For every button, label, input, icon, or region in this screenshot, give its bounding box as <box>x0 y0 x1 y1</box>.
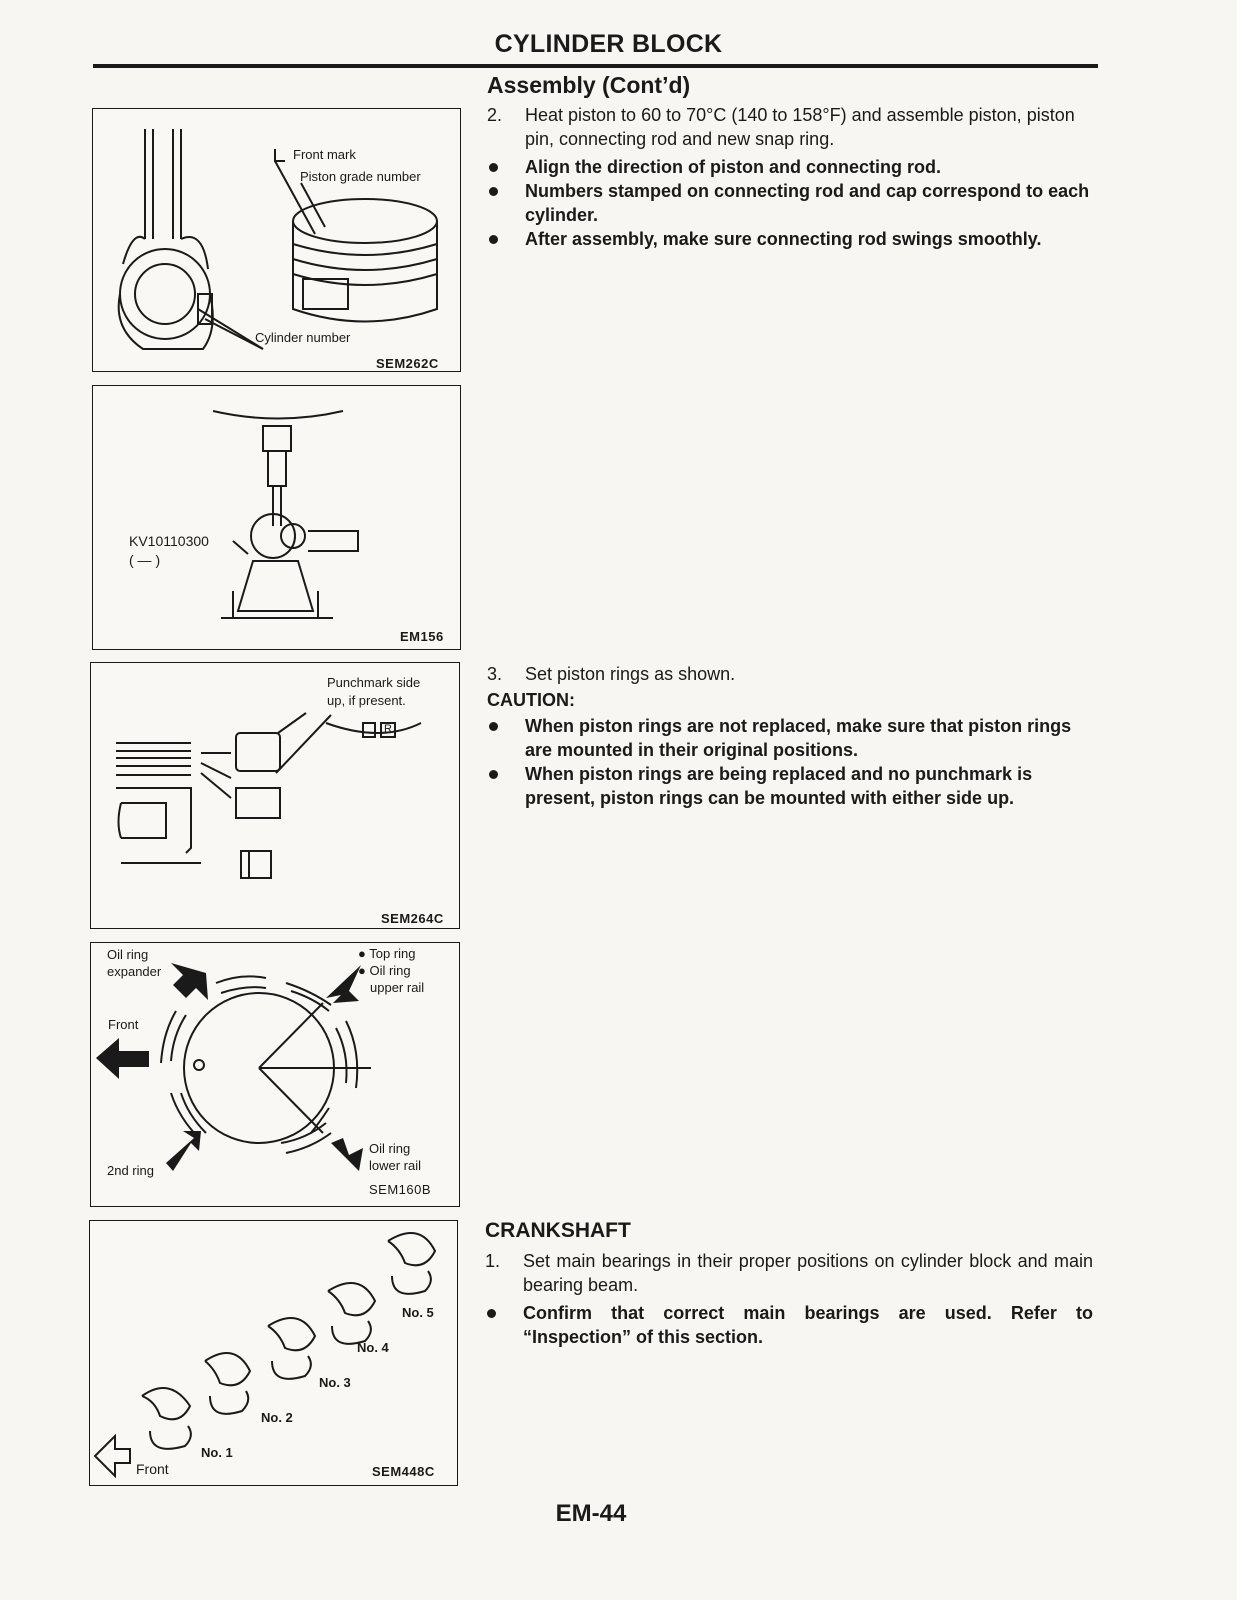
label-oil-ring-upper-2: upper rail <box>370 980 425 995</box>
bullet-item <box>485 1301 1093 1349</box>
figure-code: SEM262C <box>376 356 439 371</box>
crankshaft-section <box>485 1219 1093 1349</box>
tool-check-illustration <box>93 386 462 651</box>
label-front: Front <box>108 1017 139 1032</box>
figure-main-bearings <box>89 1220 458 1486</box>
bullet-text: After assembly, make sure connecting rod swings smoothly. <box>525 229 1042 249</box>
step-number: 1. <box>485 1251 501 1271</box>
figure-code: SEM448C <box>372 1464 435 1479</box>
bullet-icon <box>487 714 525 762</box>
step-3 <box>487 662 1095 686</box>
label-oil-ring-lower-2: lower rail <box>369 1158 422 1173</box>
step-2-block <box>487 103 1097 251</box>
step-2 <box>487 103 1097 151</box>
label-bearing-no3: No. 3 <box>319 1375 351 1390</box>
label-front-mark: Front mark <box>293 147 356 162</box>
label-top-ring: ● Top ring <box>358 946 416 961</box>
bullet-icon <box>487 762 525 810</box>
bullet-icon <box>487 155 525 179</box>
bullet-text: When piston rings are being replaced and no punchmark is present, piston rings can be mounted with either side up. <box>525 764 1033 808</box>
main-bearings-illustration <box>90 1221 459 1487</box>
figure-piston-rod <box>92 108 461 372</box>
label-oil-ring-upper-text: Oil ring <box>369 963 411 978</box>
page-header-title: CYLINDER BLOCK <box>494 30 723 58</box>
bullet-item <box>487 155 1097 179</box>
label-tool-note: ( — ) <box>129 552 161 568</box>
figure-code: SEM264C <box>381 911 444 926</box>
label-piston-grade-number: Piston grade number <box>300 169 421 184</box>
label-oil-ring-expander-1: Oil ring <box>107 947 149 962</box>
assembly-section <box>487 72 1097 251</box>
label-punchmark-letter: R <box>384 723 392 735</box>
bullet-item <box>487 227 1097 251</box>
arrow-oil-lower <box>331 1138 363 1171</box>
label-bearing-no4: No. 4 <box>357 1340 389 1355</box>
bullet-icon <box>487 179 525 227</box>
header-divider <box>93 64 1098 68</box>
arrow-front <box>96 1038 149 1079</box>
label-bearing-no1: No. 1 <box>201 1445 233 1460</box>
step-number: 2. <box>487 105 503 125</box>
section-title-assembly: Assembly (Cont’d) <box>487 72 691 98</box>
step-text: Set main bearings in their proper positions on cylinder block and main bearing beam. <box>523 1251 1093 1295</box>
bullet-text: When piston rings are not replaced, make sure that piston rings are mounted in their original positions. <box>525 716 1072 760</box>
label-top-ring-text: Top ring <box>369 946 416 961</box>
bullet-text: Numbers stamped on connecting rod and cap correspond to each cylinder. <box>525 181 1090 225</box>
label-front: Front <box>136 1461 169 1477</box>
figure-ring-gaps <box>90 942 460 1207</box>
bullet-icon <box>487 227 525 251</box>
label-cylinder-number: Cylinder number <box>255 330 351 345</box>
step-number: 3. <box>487 664 503 684</box>
step-text: Set piston rings as shown. <box>525 664 736 684</box>
arrow-second-ring <box>166 1131 201 1171</box>
bullet-icon <box>485 1301 523 1349</box>
bullet-text: Confirm that correct main bearings are used. Refer to “Inspection” of this section. <box>523 1303 1093 1347</box>
bullet-item <box>487 762 1095 810</box>
label-second-ring: 2nd ring <box>107 1163 154 1178</box>
bullet-text: Align the direction of piston and connecting rod. <box>525 157 941 177</box>
label-bearing-no2: No. 2 <box>261 1410 293 1425</box>
label-oil-ring-upper-1: ● Oil ring <box>358 963 411 978</box>
section-title-crankshaft: CRANKSHAFT <box>485 1219 631 1242</box>
figure-code: SEM160B <box>369 1182 432 1197</box>
label-punchmark-line1: Punchmark side <box>327 675 421 690</box>
figure-tool-check <box>92 385 461 650</box>
step-3-block <box>487 662 1095 810</box>
figure-piston-rings <box>90 662 460 929</box>
figure-code: EM156 <box>400 629 444 644</box>
arrow-oil-expander <box>171 963 208 1000</box>
page-number: EM-44 <box>555 1500 627 1527</box>
bullet-item <box>487 179 1097 227</box>
label-punchmark-line2: up, if present. <box>327 693 406 708</box>
arrow-top-ring <box>326 965 361 1003</box>
step-text: Heat piston to 60 to 70°C (140 to 158°F) and assemble piston, piston pin, connecting rod and new snap ring. <box>525 105 1075 149</box>
label-oil-ring-lower-1: Oil ring <box>369 1141 411 1156</box>
caution-label: CAUTION: <box>487 690 575 710</box>
label-tool-number: KV10110300 <box>129 533 209 549</box>
label-bearing-no5: No. 5 <box>402 1305 434 1320</box>
crankshaft-step-1-block <box>485 1249 1093 1349</box>
label-oil-ring-expander-2: expander <box>107 964 162 979</box>
bullet-item <box>487 714 1095 762</box>
crankshaft-step-1 <box>485 1249 1093 1297</box>
